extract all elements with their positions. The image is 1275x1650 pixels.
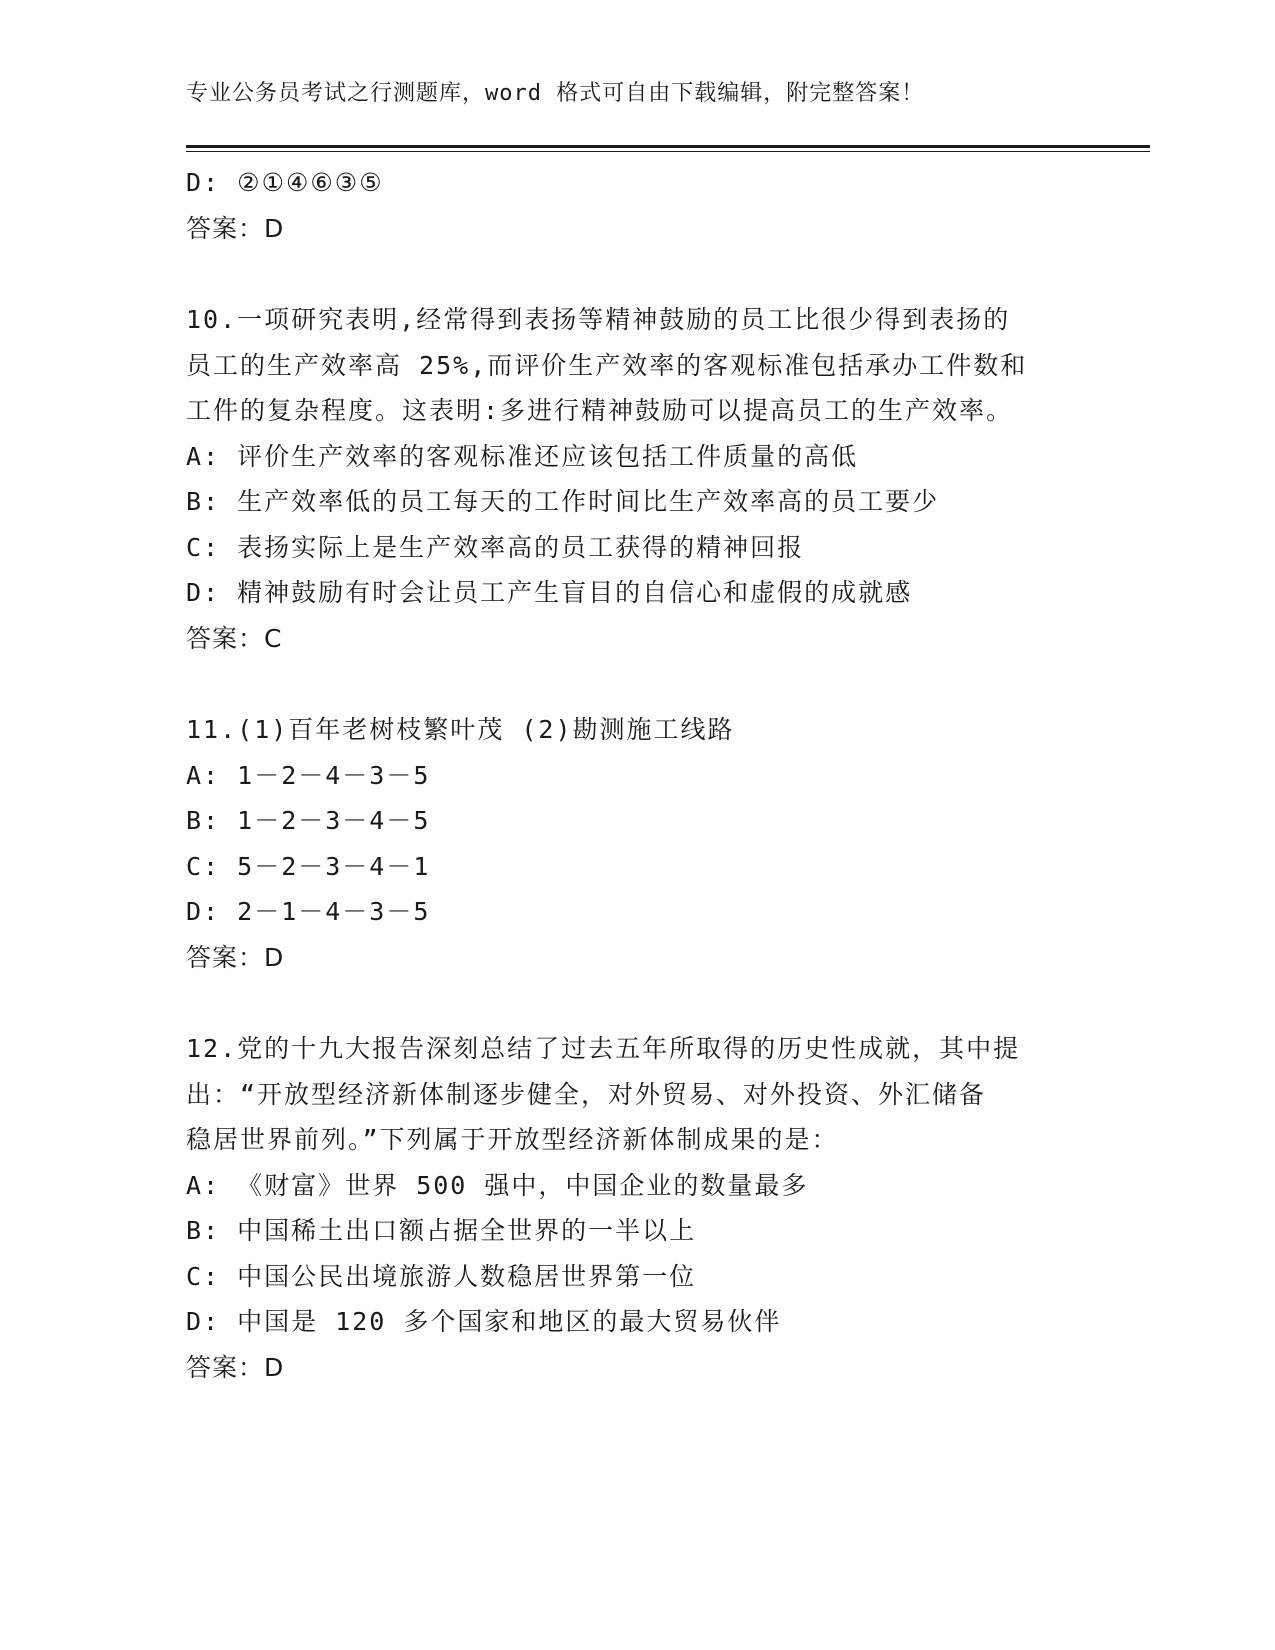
header-rule-thin xyxy=(186,151,1150,152)
option-c: C: 中国公民出境旅游人数稳居世界第一位 xyxy=(186,1261,697,1291)
question-stem-line: 12.党的十九大报告深刻总结了过去五年所取得的历史性成就，其中提 xyxy=(186,1034,1021,1063)
option-b: B: 中国稀土出口额占据全世界的一半以上 xyxy=(186,1216,697,1245)
option-a: A: 《财富》世界 500 强中，中国企业的数量最多 xyxy=(186,1170,809,1200)
option-b: B: 1－2－3－4－5 xyxy=(186,806,431,835)
option-a: A: 1－2－4－3－5 xyxy=(186,760,431,790)
option-d: D: 2－1－4－3－5 xyxy=(186,897,431,926)
question-stem-line: 10.一项研究表明,经常得到表扬等精神鼓励的员工比很少得到表扬的 xyxy=(186,305,1011,334)
option-b: B: 生产效率低的员工每天的工作时间比生产效率高的员工要少 xyxy=(186,487,940,516)
question-10 xyxy=(186,297,1086,661)
question-stem-line: 11.(1)百年老树枝繁叶茂 (2)勘测施工线路 xyxy=(186,715,735,744)
answer: 答案：D xyxy=(186,1352,285,1382)
option-c: C: 表扬实际上是生产效率高的员工获得的精神回报 xyxy=(186,532,805,562)
question-stem-line: 员工的生产效率高 25%,而评价生产效率的客观标准包括承办工件数和 xyxy=(186,350,1028,380)
q9-option-d: D: ②①④⑥③⑤ xyxy=(186,168,384,197)
answer: 答案：C xyxy=(186,623,283,653)
question-11 xyxy=(186,707,1086,980)
option-d: D: 中国是 120 多个国家和地区的最大贸易伙伴 xyxy=(186,1307,782,1336)
page-header: 专业公务员考试之行测题库，word 格式可自由下载编辑，附完整答案！ xyxy=(186,81,925,106)
option-c: C: 5－2－3－4－1 xyxy=(186,851,431,881)
header-rule-thick xyxy=(186,145,1150,148)
answer: 答案：D xyxy=(186,942,285,972)
question-12 xyxy=(186,1026,1086,1390)
option-d: D: 精神鼓励有时会让员工产生盲目的自信心和虚假的成就感 xyxy=(186,578,913,607)
option-a: A: 评价生产效率的客观标准还应该包括工件质量的高低 xyxy=(186,441,859,471)
document-body xyxy=(186,160,1086,1390)
question-stem-line: 工件的复杂程度。这表明:多进行精神鼓励可以提高员工的生产效率。 xyxy=(186,396,1014,425)
q9-answer: 答案：D xyxy=(186,213,285,243)
question-stem-line: 稳居世界前列。”下列属于开放型经济新体制成果的是： xyxy=(186,1125,839,1154)
question-stem-line: 出：“开放型经济新体制逐步健全，对外贸易、对外投资、外汇储备 xyxy=(186,1079,987,1109)
